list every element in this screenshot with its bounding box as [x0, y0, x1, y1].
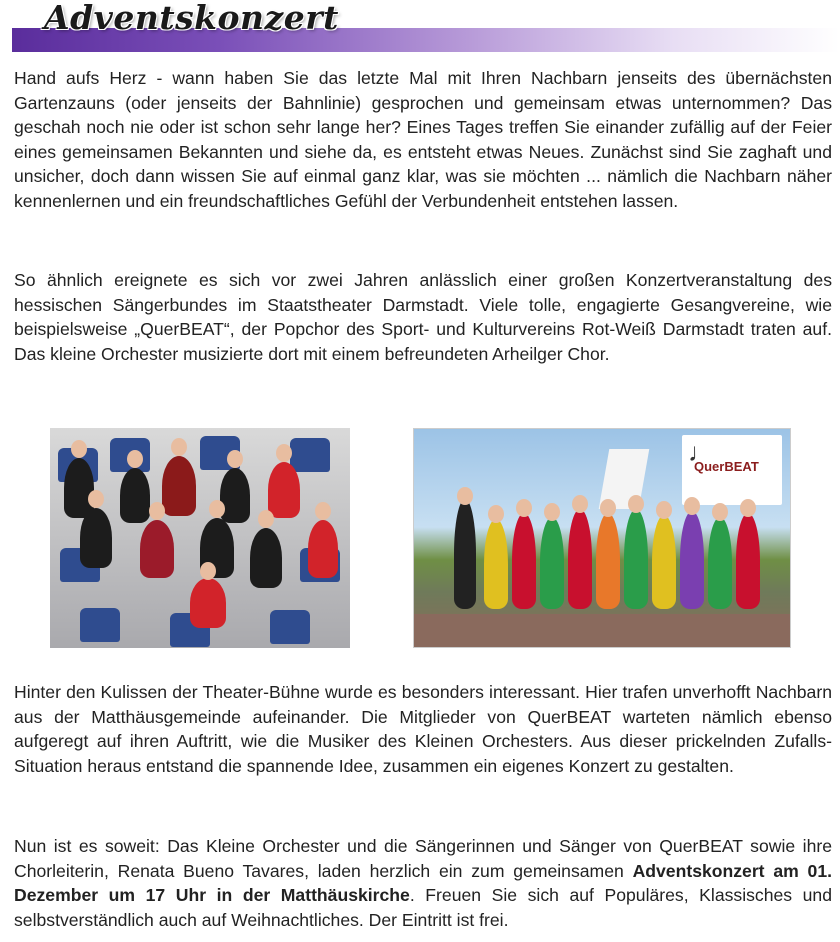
paragraph-history: So ähnlich ereignete es sich vor zwei Jahren anlässlich einer großen Konzertveranstaltung des hessischen Sängerbundes im Staatstheater Darmstadt. Viele tolle, engagierte Gesangvereine, wie beispielsweise „QuerBEAT“, der Popchor des Sport- und Kulturvereins Rot-Weiß Darmstadt traten auf. Das kleine Orchester musizierte dort mit einem befreundeten Arheilger Chor. [14, 270, 832, 364]
ground [414, 614, 791, 648]
photo-orchestra [50, 428, 350, 648]
querbeat-logo [682, 435, 782, 505]
photo-choir-group [413, 428, 791, 648]
paragraph-invitation [14, 834, 832, 932]
music-note-icon: ♩ [688, 437, 714, 467]
paragraph-backstage: Hinter den Kulissen der Theater-Bühne wurde es besonders interessant. Hier trafen unverhofft Nachbarn aus der Matthäusgemeinde aufeinander. Die Mitglieder von QuerBEAT warteten nämlich ebenso aufgeregt auf ihren Auftritt, wie die Musiker des Kleinen Orchesters. Aus dieser prickelnden Zufalls-Situation heraus entstand die spannende Idee, zusammen ein eigenes Konzert zu gestalten. [14, 682, 832, 776]
invitation-text-end: . Freuen Sie sich auf Populäres, Klassisches und selbstverständlich auch auf Weihnachtliches. Der Eintritt ist frei. [14, 885, 832, 930]
invitation-highlight: Adventskonzert am 01. Dezember um 17 Uhr in der Matthäuskirche [14, 860, 832, 906]
logo-text: QuerBEAT [694, 459, 759, 474]
page-title: Adventskonzert [44, 0, 339, 37]
invitation-text-start: Nun ist es soweit: Das Kleine Orchester und die Sängerinnen und Sänger von QuerBEAT sowie ihre Chorleiterin, Renata Bueno Tavares, laden herzlich ein zum gemeinsamen [14, 836, 832, 881]
paragraph-intro: Hand aufs Herz - wann haben Sie das letzte Mal mit Ihren Nachbarn jenseits des übernächsten Gartenzauns (oder jenseits der Bahnlinie) gesprochen und gemeinsam etwas unternommen? Das geschah noch nie oder ist schon sehr lange her? Eines Tages treffen Sie einander zufällig auf der Feier eines gemeinsamen Bekannten und siehe da, es entsteht etwas Neues. Zunächst sind Sie zaghaft und unsicher, doch dann wissen Sie auf einmal ganz klar, was sie möchten ... nämlich die Nachbarn näher kennenlernen und ein freundschaftliches Gefühl der Verbundenheit entstehen lassen. [14, 68, 832, 211]
